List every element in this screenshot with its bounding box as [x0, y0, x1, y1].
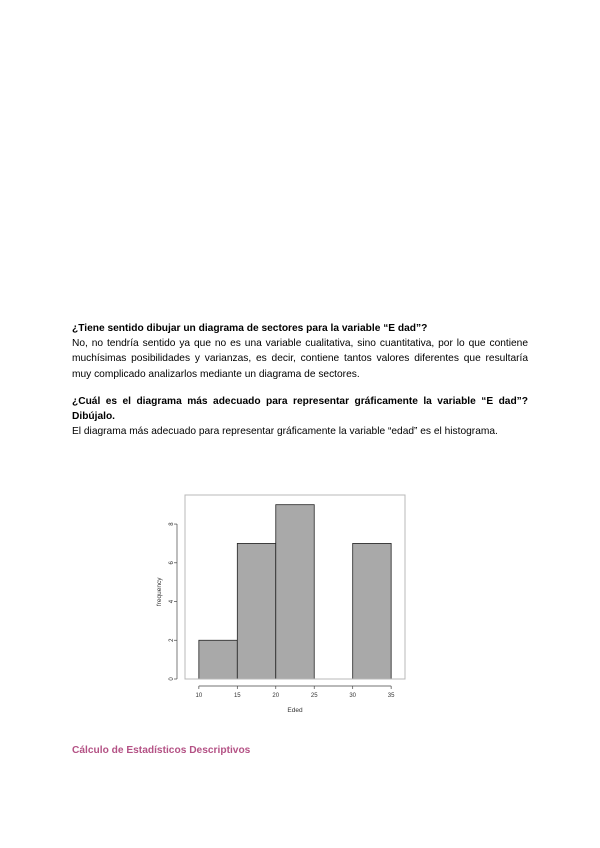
- histogram-bar: [353, 543, 391, 679]
- histogram-bar: [276, 505, 314, 679]
- y-tick-label: 0: [169, 677, 175, 681]
- y-tick-label: 6: [169, 561, 175, 565]
- x-tick-label: 20: [272, 693, 280, 699]
- section-title: Cálculo de Estadísticos Descriptivos: [72, 745, 251, 756]
- answer-2: El diagrama más adecuado para representar gráficamente la variable “edad” es el histograma.: [72, 426, 498, 437]
- x-tick-label: 15: [233, 693, 241, 699]
- y-tick-label: 4: [169, 599, 175, 604]
- x-tick-label: 35: [387, 693, 395, 699]
- question-2: ¿Cuál es el diagrama más adecuado para representar gráficamente la variable “E dad”? Dibújalo.: [72, 396, 528, 423]
- x-tick-label: 25: [310, 693, 318, 699]
- x-axis-label: Eded: [287, 707, 303, 714]
- question-1: ¿Tiene sentido dibujar un diagrama de sectores para la variable “E dad”?: [72, 323, 428, 334]
- y-axis-label: frequency: [156, 577, 163, 607]
- answer-1: No, no tendría sentido ya que no es una variable cualitativa, sino cuantitativa, por lo que contiene muchísimas posibilidades y varianzas, es decir, contiene tantos valores diferentes que resultaría muy complicado analizarlos mediante un diagrama de sectores.: [72, 338, 528, 380]
- y-tick-label: 2: [169, 638, 175, 642]
- histogram-bar: [237, 543, 275, 679]
- x-tick-label: 10: [195, 693, 203, 699]
- histogram-bar: [199, 640, 237, 679]
- histogram-figure: [151, 490, 421, 725]
- y-tick-label: 8: [169, 522, 175, 526]
- x-tick-label: 30: [349, 693, 357, 699]
- histogram-chart: [151, 490, 421, 725]
